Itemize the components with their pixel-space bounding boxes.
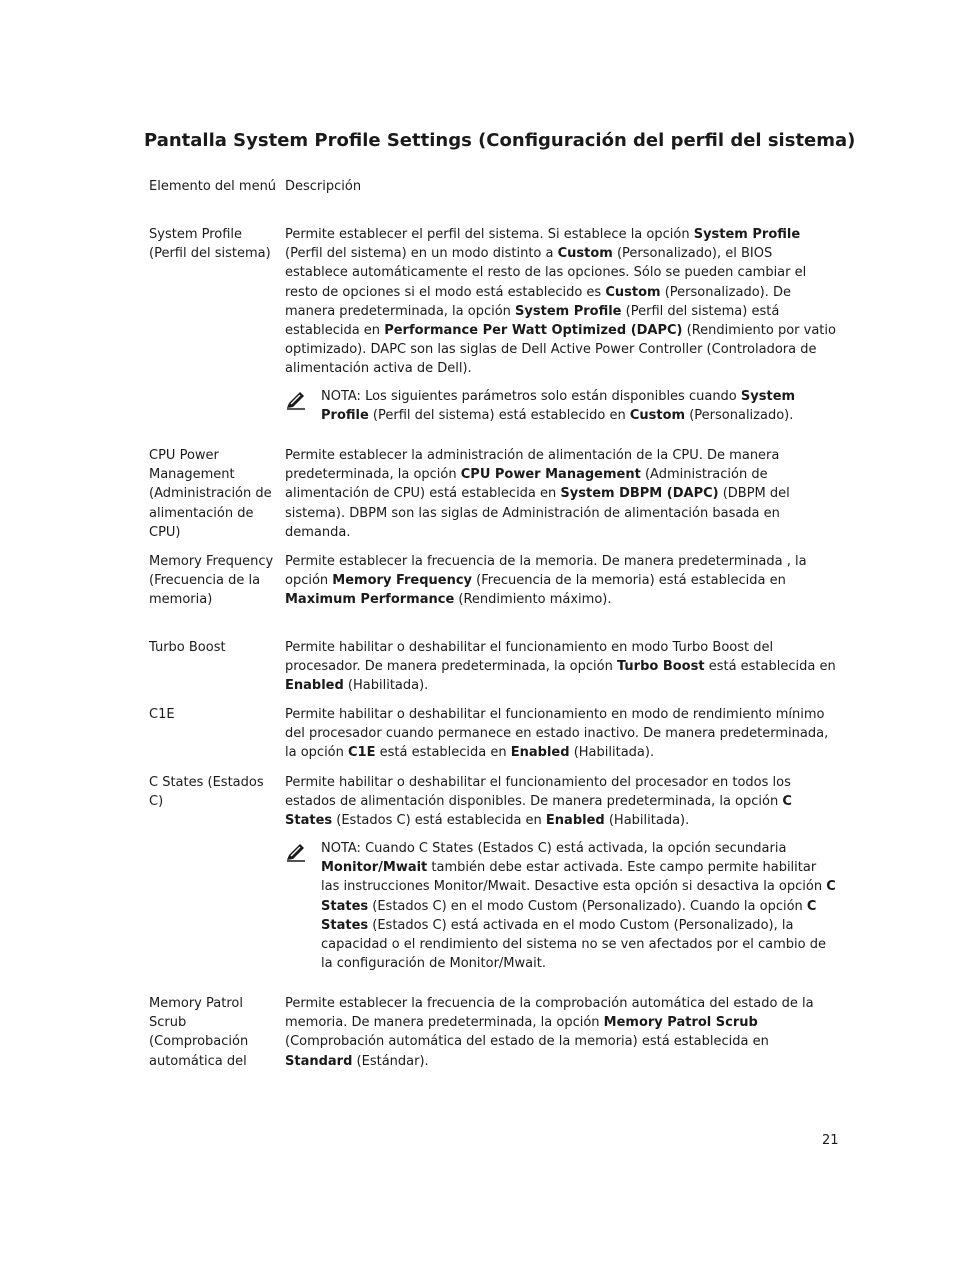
bold-term: C States (321, 898, 817, 933)
text-run: Permite habilitar o deshabilitar el funcionamiento en modo de rendimiento mínimo del procesador cuando permanece en estado inactivo. De manera predeterminada, la opción (285, 707, 829, 761)
text-run: también debe estar activada. Este campo permite habilitar las instrucciones Monitor/Mwait. Desactive esta opción si desactiva la opción (321, 860, 827, 895)
text-run: (Perfil del sistema) está establecida en (285, 303, 780, 339)
text-run: (Rendimiento máximo). (454, 592, 612, 608)
text-run: (Perfil del sistema) está establecido en (368, 408, 630, 424)
text-run: (Perfil del sistema) en un modo distinto a (285, 246, 558, 262)
bold-term: Custom (605, 284, 661, 300)
page-number: 21 (822, 1133, 839, 1148)
note-box (285, 387, 837, 425)
text-run: NOTA: (321, 841, 361, 856)
bold-term: C1E (348, 745, 376, 761)
row-item: C1E (149, 707, 175, 722)
bold-term: Memory Patrol Scrub (603, 1015, 758, 1031)
row-description (285, 446, 837, 542)
text-run: Permite establecer la administración de alimentación de la CPU. De manera predeterminada, la opción (285, 448, 780, 483)
bold-term: Custom (557, 246, 613, 262)
bold-term: CPU Power Management (460, 467, 641, 483)
text-run: (Habilitada). (569, 745, 655, 761)
note-text (321, 839, 837, 973)
row-item: CPU Power Management (Administración de alimentación de CPU) (149, 448, 272, 540)
text-run: (Personalizado). (685, 408, 794, 424)
text-run: Permite habilitar o deshabilitar el funcionamiento en modo Turbo Boost del procesador. De manera predeterminada, la opción (285, 640, 774, 675)
text-run: (Estados C) está establecida en (332, 813, 546, 829)
note-text (321, 387, 837, 425)
text-run: (Rendimiento por vatio optimizado). DAPC son las siglas de Dell Active Power Controller (Controladora de alimentación activa de Dell). (285, 323, 836, 377)
row-description (285, 225, 837, 379)
row-item: Memory Frequency (Frecuencia de la memoria) (149, 554, 274, 608)
row-description (285, 994, 837, 1071)
row-description (285, 638, 837, 696)
row-description (285, 705, 837, 763)
text-run: Permite habilitar o deshabilitar el funcionamiento del procesador en todos los estados de alimentación disponibles. De manera predeterminada, la opción (285, 775, 791, 810)
text-run: Permite establecer el perfil del sistema. Si establece la opción (285, 227, 694, 242)
row-item: Memory Patrol Scrub (Comprobación automática del (149, 996, 249, 1069)
pencil-note-icon (285, 389, 307, 411)
header-item: Elemento del menú (149, 179, 277, 194)
row-item: C States (Estados C) (149, 775, 264, 810)
row-description (285, 552, 837, 610)
bold-term: System Profile (693, 227, 801, 242)
note-box (285, 839, 837, 973)
text-run: Cuando C States (Estados C) está activada, la opción secundaria (360, 841, 787, 856)
bold-term: Enabled (285, 678, 344, 694)
bold-term: C States (321, 879, 836, 914)
bold-term: Enabled (510, 745, 570, 761)
text-run: (Habilitada). (343, 678, 429, 694)
text-run: Los siguientes parámetros solo están disponibles cuando (360, 389, 741, 404)
bold-term: Turbo Boost (616, 659, 705, 675)
bold-term: Performance Per Watt Optimized (DAPC) (384, 323, 683, 339)
text-run: (Estados C) en el modo Custom (Personalizado). Cuando la opción (368, 898, 807, 914)
text-run: (DBPM del sistema). DBPM son las siglas de Administración de alimentación basada en demanda. (285, 486, 790, 540)
text-run: (Estados C) está activada en el modo Custom (Personalizado), la capacidad o el rendimiento del sistema no se ven afectados por el cambio de la configuración de Monitor/Mwait. (321, 917, 826, 972)
row-item: Turbo Boost (149, 640, 226, 655)
text-run: (Comprobación automática del estado de la memoria) está establecida en (285, 1034, 769, 1050)
bold-term: System Profile (515, 303, 622, 319)
row-description (285, 773, 837, 831)
header-description: Descripción (285, 179, 362, 194)
text-run: (Estándar). (352, 1053, 429, 1069)
text-run: Permite establecer la frecuencia de la memoria. De manera predeterminada , la opción (285, 554, 807, 589)
bold-term: Maximum Performance (285, 592, 455, 608)
text-run: (Administración de alimentación de CPU) está establecida en (285, 467, 768, 502)
text-run: (Personalizado). De manera predeterminada, la opción (285, 284, 791, 319)
bold-term: Enabled (545, 813, 605, 829)
bold-term: System DBPM (DAPC) (560, 486, 719, 502)
bold-term: C States (285, 794, 792, 829)
text-run: (Habilitada). (604, 813, 690, 829)
pencil-note-icon (285, 841, 307, 863)
bold-term: Monitor/Mwait (321, 860, 428, 876)
bold-term: Standard (285, 1053, 353, 1069)
text-run: NOTA: (321, 389, 361, 404)
text-run: está establecida en (375, 745, 511, 761)
bold-term: Memory Frequency (332, 573, 473, 589)
text-run: Permite establecer la frecuencia de la comprobación automática del estado de la memoria. De manera predeterminada, la opción (285, 996, 814, 1031)
bold-term: System Profile (321, 389, 796, 424)
text-run: está establecida en (704, 659, 836, 675)
page-title: Pantalla System Profile Settings (Configuración del perfil del sistema) (144, 130, 856, 151)
bold-term: Custom (629, 408, 686, 424)
row-item: System Profile (Perfil del sistema) (149, 227, 271, 262)
text-run: (Personalizado), el BIOS establece automáticamente el resto de las opciones. Sólo se pueden cambiar el resto de opciones si el modo está establecido es (285, 246, 807, 300)
text-run: (Frecuencia de la memoria) está establecida en (472, 573, 786, 589)
